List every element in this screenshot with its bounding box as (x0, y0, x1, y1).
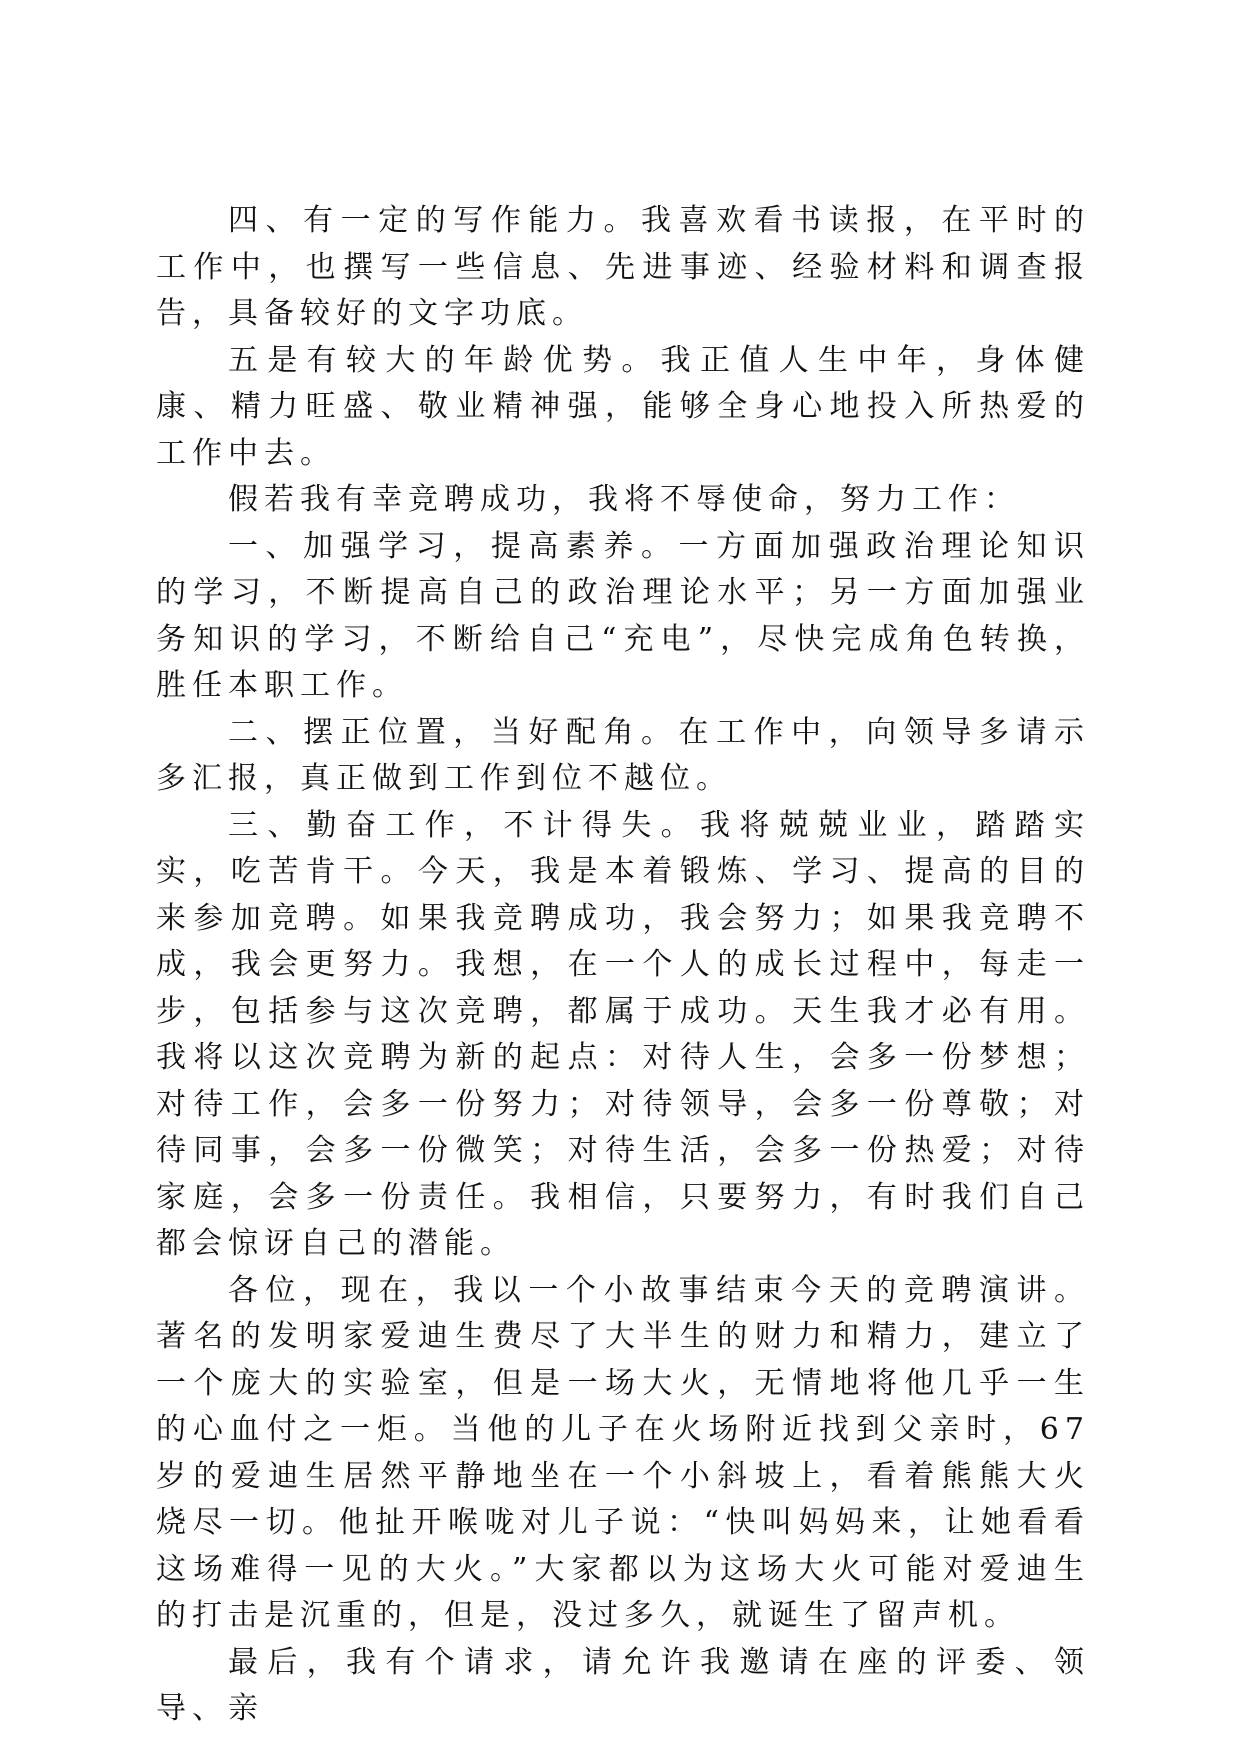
paragraph-if-successful: 假若我有幸竞聘成功，我将不辱使命，努力工作： (228, 482, 1020, 517)
paragraph-correct-position: 二、摆正位置，当好配角。在工作中，向领导多请示多汇报，真正做到工作到位不越位。 (156, 714, 1090, 796)
paragraph-work-diligently: 三、勤奋工作，不计得失。我将兢兢业业，踏踏实实，吃苦肯干。今天，我是本着锻炼、学习、提高的目的来参加竞聘。如果我竞聘成功，我会努力；如果我竞聘不成，我会更努力。我想，在一个人的成长过程中，每走一步，包括参与这次竞聘，都属于成功。天生我才必有用。我将以这次竞聘为新的起点：对待人生，会多一份梦想；对待工作，会多一份努力；对待领导，会多一份尊敬；对待同事，会多一份微笑；对待生活，会多一份热爱；对待家庭，会多一份责任。我相信，只要努力，有时我们自己都会惊讶自己的潜能。 (156, 807, 1090, 1261)
paragraph-edison-story: 各位，现在，我以一个小故事结束今天的竞聘演讲。著名的发明家爱迪生费尽了大半生的财力和精力，建立了一个庞大的实验室，但是一场大火，无情地将他几乎一生的心血付之一炬。当他的儿子在火场附近找到父亲时，67岁的爱迪生居然平静地坐在一个小斜坡上，看着熊熊大火烧尽一切。他扯开喉咙对儿子说：“快叫妈妈来，让她看看这场难得一见的大火。”大家都以为这场大火可能对爱迪生的打击是沉重的，但是，没过多久，就诞生了留声机。 (156, 1272, 1090, 1633)
paragraph-strengthen-learning: 一、加强学习，提高素养。一方面加强政治理论知识的学习，不断提高自己的政治理论水平；另一方面加强业务知识的学习，不断给自己“充电”，尽快完成角色转换，胜任本职工作。 (156, 528, 1090, 703)
paragraph-final-request: 最后，我有个请求，请允许我邀请在座的评委、领导、亲 (156, 1644, 1090, 1726)
document-body (156, 198, 1090, 1733)
paragraph-writing-ability: 四、有一定的写作能力。我喜欢看书读报，在平时的工作中，也撰写一些信息、先进事迹、经验材料和调查报告，具备较好的文字功底。 (156, 203, 1090, 331)
paragraph-age-advantage: 五是有较大的年龄优势。我正值人生中年，身体健康、精力旺盛、敬业精神强，能够全身心地投入所热爱的工作中去。 (156, 342, 1090, 471)
